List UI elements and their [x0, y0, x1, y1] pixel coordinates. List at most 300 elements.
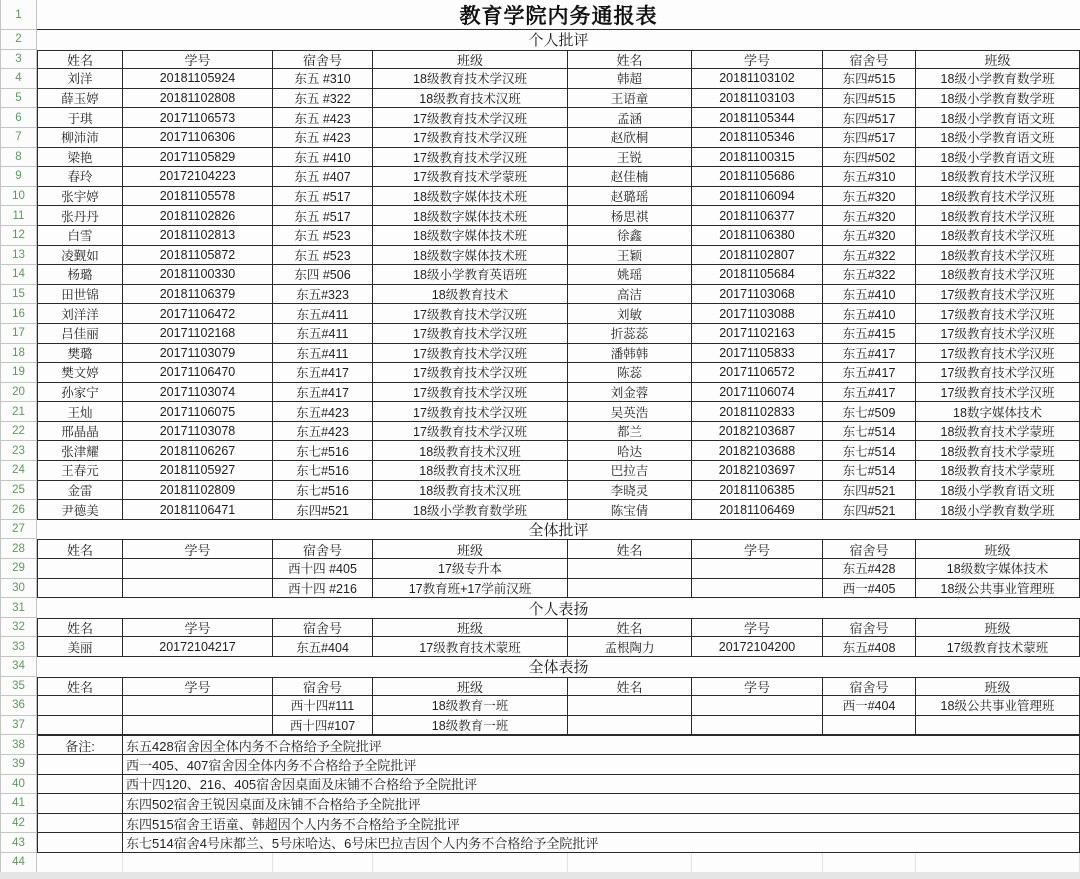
data-cell[interactable]: 20171106075	[123, 402, 273, 422]
empty-cell[interactable]	[373, 853, 568, 873]
data-cell[interactable]: 东七#514	[823, 461, 916, 481]
data-cell[interactable]: 金雷	[37, 481, 123, 501]
header-cell[interactable]: 宿舍号	[273, 618, 373, 638]
data-cell[interactable]: 20181105924	[123, 69, 273, 89]
data-cell[interactable]	[123, 559, 273, 579]
data-cell[interactable]: 杨思祺	[568, 206, 692, 226]
data-cell[interactable]: 东五#411	[273, 344, 373, 364]
row-number[interactable]: 43	[0, 833, 37, 853]
data-cell[interactable]: 20171103068	[692, 285, 823, 305]
data-cell[interactable]: 18级教育技术学汉班	[916, 206, 1080, 226]
data-cell[interactable]: 17级教育技术学汉班	[916, 304, 1080, 324]
data-cell[interactable]: 柳沛沛	[37, 128, 123, 148]
data-cell[interactable]: 陈宝倩	[568, 500, 692, 520]
data-cell[interactable]: 20181100315	[692, 148, 823, 168]
data-cell[interactable]: 张津耀	[37, 441, 123, 461]
row-number[interactable]: 27	[0, 520, 37, 540]
header-cell[interactable]: 班级	[916, 50, 1080, 70]
data-cell[interactable]: 20181106377	[692, 206, 823, 226]
header-cell[interactable]: 班级	[373, 677, 568, 697]
row-number[interactable]: 14	[0, 265, 37, 285]
data-cell[interactable]: 樊璐	[37, 344, 123, 364]
data-cell[interactable]	[37, 579, 123, 599]
header-cell[interactable]: 姓名	[37, 539, 123, 559]
row-number[interactable]: 42	[0, 814, 37, 834]
data-cell[interactable]: 18级小学教育语文班	[916, 108, 1080, 128]
data-cell[interactable]: 20181105344	[692, 108, 823, 128]
data-cell[interactable]: 梁艳	[37, 148, 123, 168]
data-cell[interactable]: 18数字媒体技术	[916, 402, 1080, 422]
data-cell[interactable]: 东四#502	[823, 148, 916, 168]
data-cell[interactable]: 20172104217	[123, 637, 273, 657]
remark-text-cell[interactable]: 东四515宿舍王语童、韩超因个人内务不合格给予全院批评	[123, 814, 1080, 834]
data-cell[interactable]: 17级专升本	[373, 559, 568, 579]
data-cell[interactable]: 18级教育技术学蒙班	[916, 461, 1080, 481]
data-cell[interactable]: 20171106572	[692, 363, 823, 383]
row-number[interactable]: 25	[0, 481, 37, 501]
data-cell[interactable]: 东七#514	[823, 441, 916, 461]
data-cell[interactable]: 18级教育技术汉班	[373, 461, 568, 481]
data-cell[interactable]	[568, 696, 692, 716]
data-cell[interactable]	[692, 579, 823, 599]
data-cell[interactable]: 东五#410	[823, 304, 916, 324]
data-cell[interactable]	[823, 716, 916, 736]
row-number[interactable]: 29	[0, 559, 37, 579]
data-cell[interactable]: 18级小学教育语文班	[916, 148, 1080, 168]
data-cell[interactable]: 薛玉婷	[37, 89, 123, 109]
data-cell[interactable]: 刘敏	[568, 304, 692, 324]
data-cell[interactable]: 17级教育技术学汉班	[373, 383, 568, 403]
data-cell[interactable]	[37, 696, 123, 716]
data-cell[interactable]: 樊文婷	[37, 363, 123, 383]
data-cell[interactable]: 20181106471	[123, 500, 273, 520]
row-number[interactable]: 1	[0, 0, 37, 30]
data-cell[interactable]: 17级教育技术蒙班	[916, 637, 1080, 657]
data-cell[interactable]: 20181102833	[692, 402, 823, 422]
data-cell[interactable]: 17级教育技术学汉班	[373, 363, 568, 383]
row-number[interactable]: 40	[0, 775, 37, 795]
empty-cell[interactable]	[568, 853, 692, 873]
data-cell[interactable]: 东五#417	[823, 363, 916, 383]
header-cell[interactable]: 班级	[373, 50, 568, 70]
data-cell[interactable]: 东四#517	[823, 128, 916, 148]
remark-text-cell[interactable]: 东七514宿舍4号床都兰、5号床哈达、6号床巴拉吉因个人内务不合格给予全院批评	[123, 833, 1080, 853]
row-number[interactable]: 44	[0, 853, 37, 873]
data-cell[interactable]: 18级小学教育英语班	[373, 265, 568, 285]
header-cell[interactable]: 姓名	[568, 539, 692, 559]
data-cell[interactable]: 东五#404	[273, 637, 373, 657]
row-number[interactable]: 20	[0, 383, 37, 403]
row-number[interactable]: 9	[0, 167, 37, 187]
data-cell[interactable]: 张丹丹	[37, 206, 123, 226]
data-cell[interactable]: 高洁	[568, 285, 692, 305]
data-cell[interactable]: 20171106472	[123, 304, 273, 324]
data-cell[interactable]: 王语童	[568, 89, 692, 109]
remark-text-cell[interactable]: 东四502宿舍王锐因桌面及床铺不合格给予全院批评	[123, 794, 1080, 814]
data-cell[interactable]: 18级公共事业管理班	[916, 579, 1080, 599]
data-cell[interactable]: 西十四#107	[273, 716, 373, 736]
header-cell[interactable]: 宿舍号	[823, 50, 916, 70]
header-cell[interactable]: 班级	[373, 618, 568, 638]
header-cell[interactable]: 学号	[123, 677, 273, 697]
data-cell[interactable]: 20181102813	[123, 226, 273, 246]
row-number[interactable]: 41	[0, 794, 37, 814]
header-cell[interactable]: 学号	[692, 677, 823, 697]
data-cell[interactable]: 西十四#111	[273, 696, 373, 716]
row-number[interactable]: 33	[0, 637, 37, 657]
data-cell[interactable]: 17级教育技术学蒙班	[373, 167, 568, 187]
data-cell[interactable]: 于琪	[37, 108, 123, 128]
data-cell[interactable]: 哈达	[568, 441, 692, 461]
data-cell[interactable]: 东四#515	[823, 69, 916, 89]
data-cell[interactable]: 东五#310	[823, 167, 916, 187]
data-cell[interactable]: 18级小学教育数学班	[916, 500, 1080, 520]
header-cell[interactable]: 学号	[692, 539, 823, 559]
data-cell[interactable]: 20172104200	[692, 637, 823, 657]
data-cell[interactable]: 17级教育技术学汉班	[373, 304, 568, 324]
data-cell[interactable]: 刘金蓉	[568, 383, 692, 403]
row-number[interactable]: 28	[0, 539, 37, 559]
data-cell[interactable]: 孟涵	[568, 108, 692, 128]
data-cell[interactable]: 17级教育技术学汉班	[373, 128, 568, 148]
data-cell[interactable]: 吴英浩	[568, 402, 692, 422]
data-cell[interactable]: 20171106074	[692, 383, 823, 403]
row-number[interactable]: 4	[0, 69, 37, 89]
data-cell[interactable]: 杨璐	[37, 265, 123, 285]
remark-label-cell[interactable]	[37, 775, 123, 795]
data-cell[interactable]: 20182103697	[692, 461, 823, 481]
data-cell[interactable]: 18级教育技术汉班	[373, 441, 568, 461]
data-cell[interactable]: 20181106379	[123, 285, 273, 305]
header-cell[interactable]: 学号	[692, 50, 823, 70]
data-cell[interactable]: 18级小学教育数学班	[373, 500, 568, 520]
data-cell[interactable]: 东五#411	[273, 324, 373, 344]
data-cell[interactable]: 18级小学教育语文班	[916, 128, 1080, 148]
data-cell[interactable]: 18级教育技术学汉班	[916, 167, 1080, 187]
data-cell[interactable]: 徐鑫	[568, 226, 692, 246]
header-cell[interactable]: 学号	[123, 50, 273, 70]
header-cell[interactable]: 宿舍号	[273, 50, 373, 70]
data-cell[interactable]: 20181105578	[123, 187, 273, 207]
data-cell[interactable]: 东四#517	[823, 108, 916, 128]
header-cell[interactable]: 姓名	[37, 677, 123, 697]
data-cell[interactable]: 尹德美	[37, 500, 123, 520]
row-number[interactable]: 34	[0, 657, 37, 677]
data-cell[interactable]: 18级教育技术学汉班	[916, 226, 1080, 246]
data-cell[interactable]: 20181106094	[692, 187, 823, 207]
remark-text-cell[interactable]: 西一405、407宿舍因全体内务不合格给予全院批评	[123, 755, 1080, 775]
data-cell[interactable]: 东四#521	[823, 481, 916, 501]
data-cell[interactable]: 东五#323	[273, 285, 373, 305]
data-cell[interactable]: 18级小学教育数学班	[916, 69, 1080, 89]
data-cell[interactable]: 20171102168	[123, 324, 273, 344]
section-title-cell[interactable]: 全体批评	[528, 522, 589, 540]
header-cell[interactable]: 姓名	[568, 677, 692, 697]
data-cell[interactable]: 20171103079	[123, 344, 273, 364]
data-cell[interactable]: 20181106385	[692, 481, 823, 501]
data-cell[interactable]: 东五#417	[823, 344, 916, 364]
row-number[interactable]: 8	[0, 148, 37, 168]
data-cell[interactable]: 18级小学教育数学班	[916, 89, 1080, 109]
data-cell[interactable]: 孟根陶力	[568, 637, 692, 657]
data-cell[interactable]: 东七#509	[823, 402, 916, 422]
header-cell[interactable]: 宿舍号	[823, 618, 916, 638]
data-cell[interactable]: 18级教育技术汉班	[373, 481, 568, 501]
header-cell[interactable]: 班级	[916, 539, 1080, 559]
data-cell[interactable]: 17级教育技术学汉班	[916, 324, 1080, 344]
row-number[interactable]: 23	[0, 441, 37, 461]
header-cell[interactable]: 姓名	[568, 50, 692, 70]
data-cell[interactable]: 18级教育技术学汉班	[916, 265, 1080, 285]
data-cell[interactable]: 东四#515	[823, 89, 916, 109]
data-cell[interactable]: 白雪	[37, 226, 123, 246]
data-cell[interactable]: 18级教育技术	[373, 285, 568, 305]
data-cell[interactable]: 17级教育技术学汉班	[916, 363, 1080, 383]
data-cell[interactable]: 东四 #506	[273, 265, 373, 285]
row-number[interactable]: 32	[0, 618, 37, 638]
data-cell[interactable]: 东四#521	[823, 500, 916, 520]
data-cell[interactable]: 20181106380	[692, 226, 823, 246]
data-cell[interactable]: 陈蕊	[568, 363, 692, 383]
header-cell[interactable]: 班级	[916, 618, 1080, 638]
data-cell[interactable]: 东五#411	[273, 304, 373, 324]
data-cell[interactable]: 邢晶晶	[37, 422, 123, 442]
data-cell[interactable]: 20181102807	[692, 246, 823, 266]
data-cell[interactable]: 张宇婷	[37, 187, 123, 207]
header-cell[interactable]: 姓名	[568, 618, 692, 638]
data-cell[interactable]: 17级教育技术蒙班	[373, 637, 568, 657]
data-cell[interactable]: 20181100330	[123, 265, 273, 285]
data-cell[interactable]: 赵佳楠	[568, 167, 692, 187]
empty-cell[interactable]	[123, 853, 273, 873]
data-cell[interactable]: 东四#521	[273, 500, 373, 520]
data-cell[interactable]: 20181102808	[123, 89, 273, 109]
data-cell[interactable]: 18级教育一班	[373, 696, 568, 716]
header-cell[interactable]: 宿舍号	[823, 539, 916, 559]
data-cell[interactable]: 20181103102	[692, 69, 823, 89]
data-cell[interactable]: 东五#322	[823, 246, 916, 266]
data-cell[interactable]: 18级教育一班	[373, 716, 568, 736]
row-number[interactable]: 10	[0, 187, 37, 207]
data-cell[interactable]: 东五 #423	[273, 108, 373, 128]
data-cell[interactable]: 东五 #423	[273, 128, 373, 148]
data-cell[interactable]: 王锐	[568, 148, 692, 168]
data-cell[interactable]: 20181105686	[692, 167, 823, 187]
data-cell[interactable]: 17级教育技术学汉班	[916, 383, 1080, 403]
row-number[interactable]: 38	[0, 735, 37, 755]
data-cell[interactable]: 17级教育技术学汉班	[373, 344, 568, 364]
data-cell[interactable]: 20181106469	[692, 500, 823, 520]
empty-cell[interactable]	[692, 853, 823, 873]
data-cell[interactable]: 18级数字媒体技术班	[373, 206, 568, 226]
header-cell[interactable]: 宿舍号	[273, 539, 373, 559]
data-cell[interactable]: 都兰	[568, 422, 692, 442]
data-cell[interactable]: 17级教育技术学汉班	[373, 108, 568, 128]
data-cell[interactable]	[692, 716, 823, 736]
data-cell[interactable]	[916, 716, 1080, 736]
data-cell[interactable]: 田世锦	[37, 285, 123, 305]
row-number[interactable]: 21	[0, 402, 37, 422]
data-cell[interactable]: 18级教育技术学汉班	[916, 187, 1080, 207]
data-cell[interactable]: 20171106306	[123, 128, 273, 148]
data-cell[interactable]: 东五#320	[823, 206, 916, 226]
header-cell[interactable]: 班级	[373, 539, 568, 559]
row-number[interactable]: 11	[0, 206, 37, 226]
data-cell[interactable]: 东五 #407	[273, 167, 373, 187]
row-number[interactable]: 30	[0, 579, 37, 599]
data-cell[interactable]: 折蕊蕊	[568, 324, 692, 344]
header-cell[interactable]: 学号	[692, 618, 823, 638]
data-cell[interactable]: 西一#404	[823, 696, 916, 716]
data-cell[interactable]: 东五#415	[823, 324, 916, 344]
data-cell[interactable]: 18级数字媒体技术	[916, 559, 1080, 579]
row-number[interactable]: 6	[0, 108, 37, 128]
data-cell[interactable]: 东五 #523	[273, 226, 373, 246]
data-cell[interactable]: 赵欣桐	[568, 128, 692, 148]
data-cell[interactable]: 西十四 #405	[273, 559, 373, 579]
data-cell[interactable]: 东七#514	[823, 422, 916, 442]
empty-cell[interactable]	[273, 853, 373, 873]
data-cell[interactable]: 东五#417	[273, 363, 373, 383]
data-cell[interactable]: 20181105684	[692, 265, 823, 285]
data-cell[interactable]: 东五 #310	[273, 69, 373, 89]
data-cell[interactable]: 17级教育技术学汉班	[373, 402, 568, 422]
header-cell[interactable]: 宿舍号	[273, 677, 373, 697]
data-cell[interactable]: 18级教育技术学汉班	[916, 246, 1080, 266]
data-cell[interactable]: 东七#516	[273, 441, 373, 461]
data-cell[interactable]: 王颖	[568, 246, 692, 266]
data-cell[interactable]: 20171106573	[123, 108, 273, 128]
remark-label-cell[interactable]	[37, 794, 123, 814]
data-cell[interactable]: 东五 #322	[273, 89, 373, 109]
data-cell[interactable]	[568, 579, 692, 599]
data-cell[interactable]	[123, 716, 273, 736]
remark-text-cell[interactable]: 东五428宿舍因全体内务不合格给予全院批评	[123, 735, 1080, 755]
data-cell[interactable]: 20171103074	[123, 383, 273, 403]
data-cell[interactable]: 17级教育技术学汉班	[916, 285, 1080, 305]
data-cell[interactable]: 20171103078	[123, 422, 273, 442]
data-cell[interactable]: 刘洋	[37, 69, 123, 89]
data-cell[interactable]: 东五#423	[273, 402, 373, 422]
row-number[interactable]: 24	[0, 461, 37, 481]
data-cell[interactable]: 20171103088	[692, 304, 823, 324]
row-number[interactable]: 12	[0, 226, 37, 246]
data-cell[interactable]: 吕佳丽	[37, 324, 123, 344]
row-number[interactable]: 37	[0, 716, 37, 736]
row-number[interactable]: 15	[0, 285, 37, 305]
header-cell[interactable]: 学号	[123, 618, 273, 638]
data-cell[interactable]: 西一#405	[823, 579, 916, 599]
data-cell[interactable]: 20182103687	[692, 422, 823, 442]
header-cell[interactable]: 宿舍号	[823, 677, 916, 697]
remark-label-cell[interactable]: 备注:	[37, 735, 123, 755]
data-cell[interactable]: 王春元	[37, 461, 123, 481]
row-number[interactable]: 3	[0, 50, 37, 70]
row-number[interactable]: 17	[0, 324, 37, 344]
row-number[interactable]: 31	[0, 598, 37, 618]
data-cell[interactable]: 20182103688	[692, 441, 823, 461]
header-cell[interactable]: 姓名	[37, 618, 123, 638]
data-cell[interactable]: 西十四 #216	[273, 579, 373, 599]
data-cell[interactable]: 李晓灵	[568, 481, 692, 501]
data-cell[interactable]: 赵璐瑶	[568, 187, 692, 207]
data-cell[interactable]: 18级数字媒体技术班	[373, 187, 568, 207]
data-cell[interactable]: 18级教育技术学蒙班	[916, 422, 1080, 442]
row-number[interactable]: 16	[0, 304, 37, 324]
data-cell[interactable]: 20181105927	[123, 461, 273, 481]
data-cell[interactable]: 18级公共事业管理班	[916, 696, 1080, 716]
data-cell[interactable]: 17级教育技术学汉班	[916, 344, 1080, 364]
remark-label-cell[interactable]	[37, 814, 123, 834]
empty-cell[interactable]	[823, 853, 916, 873]
data-cell[interactable]	[692, 559, 823, 579]
data-cell[interactable]: 20181103103	[692, 89, 823, 109]
data-cell[interactable]: 20172104223	[123, 167, 273, 187]
data-cell[interactable]: 东五#322	[823, 265, 916, 285]
row-number[interactable]: 35	[0, 677, 37, 697]
data-cell[interactable]: 20181106267	[123, 441, 273, 461]
data-cell[interactable]: 20171106470	[123, 363, 273, 383]
empty-cell[interactable]	[37, 853, 123, 873]
data-cell[interactable]	[123, 579, 273, 599]
data-cell[interactable]	[568, 559, 692, 579]
section-title-cell[interactable]: 个人批评	[528, 32, 589, 50]
data-cell[interactable]: 姚瑶	[568, 265, 692, 285]
data-cell[interactable]: 东五#417	[273, 383, 373, 403]
data-cell[interactable]: 18级教育技术学汉班	[373, 69, 568, 89]
data-cell[interactable]: 东五 #410	[273, 148, 373, 168]
data-cell[interactable]: 东五#320	[823, 187, 916, 207]
data-cell[interactable]: 刘洋洋	[37, 304, 123, 324]
header-cell[interactable]: 学号	[123, 539, 273, 559]
data-cell[interactable]	[568, 716, 692, 736]
data-cell[interactable]: 18级数字媒体技术班	[373, 226, 568, 246]
data-cell[interactable]: 20171105833	[692, 344, 823, 364]
data-cell[interactable]	[37, 716, 123, 736]
data-cell[interactable]: 东七#516	[273, 481, 373, 501]
data-cell[interactable]	[37, 559, 123, 579]
data-cell[interactable]: 东七#516	[273, 461, 373, 481]
data-cell[interactable]: 18级小学教育语文班	[916, 481, 1080, 501]
data-cell[interactable]: 17级教育技术学汉班	[373, 422, 568, 442]
row-number[interactable]: 26	[0, 500, 37, 520]
data-cell[interactable]: 20181102809	[123, 481, 273, 501]
remark-label-cell[interactable]	[37, 833, 123, 853]
section-title-cell[interactable]: 个人表扬	[528, 600, 589, 618]
data-cell[interactable]: 东五 #517	[273, 187, 373, 207]
data-cell[interactable]: 东五#423	[273, 422, 373, 442]
data-cell[interactable]: 春玲	[37, 167, 123, 187]
row-number[interactable]: 5	[0, 89, 37, 109]
data-cell[interactable]: 20181105872	[123, 246, 273, 266]
data-cell[interactable]: 美丽	[37, 637, 123, 657]
data-cell[interactable]: 17级教育技术学汉班	[373, 324, 568, 344]
row-number[interactable]: 19	[0, 363, 37, 383]
section-title-cell[interactable]: 全体表扬	[528, 659, 589, 677]
row-number[interactable]: 36	[0, 696, 37, 716]
row-number[interactable]: 2	[0, 30, 37, 50]
row-number[interactable]: 22	[0, 422, 37, 442]
row-number[interactable]: 39	[0, 755, 37, 775]
data-cell[interactable]: 20171102163	[692, 324, 823, 344]
row-number[interactable]: 18	[0, 344, 37, 364]
remark-label-cell[interactable]	[37, 755, 123, 775]
empty-cell[interactable]	[916, 853, 1080, 873]
data-cell[interactable]: 20181105346	[692, 128, 823, 148]
remark-text-cell[interactable]: 西十四120、216、405宿舍因桌面及床铺不合格给予全院批评	[123, 775, 1080, 795]
data-cell[interactable]: 东五#417	[823, 383, 916, 403]
data-cell[interactable]: 18级教育技术汉班	[373, 89, 568, 109]
